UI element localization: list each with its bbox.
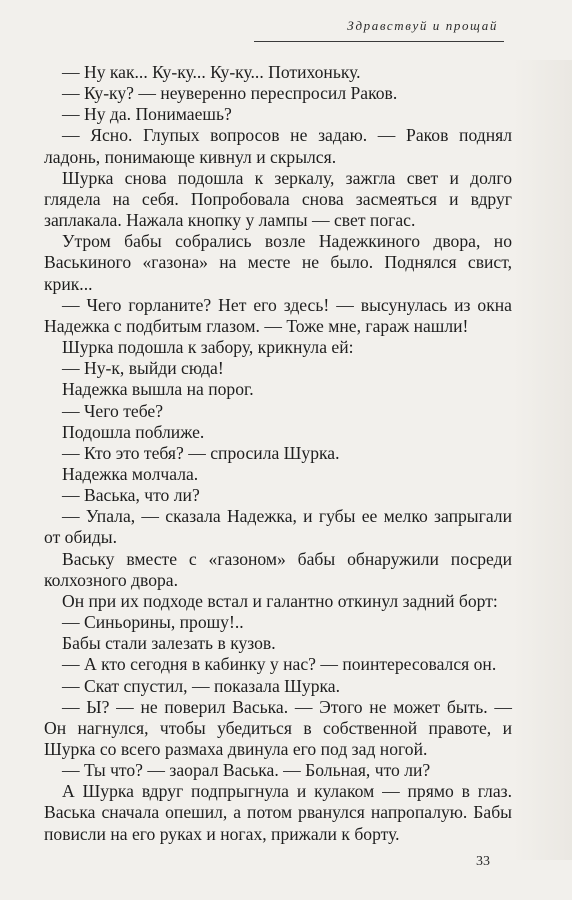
paragraph: — Ясно. Глупых вопросов не задаю. — Раков поднял ладонь, понимающе кивнул и скрылся. xyxy=(44,125,512,167)
paragraph: — Ну как... Ку-ку... Ку-ку... Потихоньку. xyxy=(62,62,361,82)
paragraph: Бабы стали залезать в кузов. xyxy=(62,633,276,654)
paragraph: Шурка снова подошла к зеркалу, зажгла свет и долго глядела на себя. Попробовала снова засмеяться и вдруг заплакала. Нажала кнопку у лампы — свет погас. xyxy=(44,167,512,231)
paragraph: Утром бабы собрались возле Надежкиного двора, но Васькиного «газона» на месте не было. Поднялся свист, крик... xyxy=(44,231,512,294)
paragraph: Шурка подошла к забору, крикнула ей: xyxy=(62,337,354,358)
show-through-shadow xyxy=(512,60,572,860)
paragraph: — Ы? — не поверил Васька. — Этого не может быть. — Он нагнулся, чтобы убедиться в собственной правоте, и Шурка со всего размаха двинула его под зад ногой. xyxy=(44,696,512,759)
paragraph: — Васька, что ли? xyxy=(62,485,200,506)
paragraph: — Ты что? — заорал Васька. — Больная, что ли? xyxy=(62,760,431,781)
paragraph: — Чего тебе? xyxy=(62,400,164,421)
paragraph: Надежка молчала. xyxy=(62,463,199,484)
paragraph: А Шурка вдруг подпрыгнула и кулаком — прямо в глаз. Васька сначала опешил, а потом рванулся напропалую. Бабы повисли на его руках и ногах, прижали к борту. xyxy=(44,781,512,844)
paragraph: Ваську вместе с «газоном» бабы обнаружили посреди колхозного двора. xyxy=(44,548,512,590)
header-rule xyxy=(254,41,504,42)
paragraph: — Ку-ку? — неуверенно переспросил Раков. xyxy=(62,83,398,104)
paragraph: — Скат спустил, — показала Шурка. xyxy=(62,675,340,696)
body-text xyxy=(44,62,512,845)
running-head: Здравствуй и прощай xyxy=(347,18,498,33)
paragraph: Он при их подходе встал и галантно откинул задний борт: xyxy=(62,590,498,611)
paragraph: — А кто сегодня в кабинку у нас? — поинтересовался он. xyxy=(62,654,497,675)
paragraph: Надежка вышла на порог. xyxy=(62,379,254,400)
paragraph: Подошла поближе. xyxy=(62,421,205,442)
paragraph: — Ну да. Понимаешь? xyxy=(62,104,232,125)
paragraph: — Ну-к, выйди сюда! xyxy=(62,358,224,379)
page-number: 33 xyxy=(476,854,490,869)
paragraph: — Синьорины, прошу!.. xyxy=(62,612,244,633)
paragraph: — Кто это тебя? — спросила Шурка. xyxy=(62,442,340,463)
paragraph: — Упала, — сказала Надежка, и губы ее мелко запрыгали от обиды. xyxy=(44,506,512,548)
paragraph: — Чего горланите? Нет его здесь! — высунулась из окна Надежка с подбитым глазом. — Тоже мне, гараж нашли! xyxy=(44,294,512,336)
